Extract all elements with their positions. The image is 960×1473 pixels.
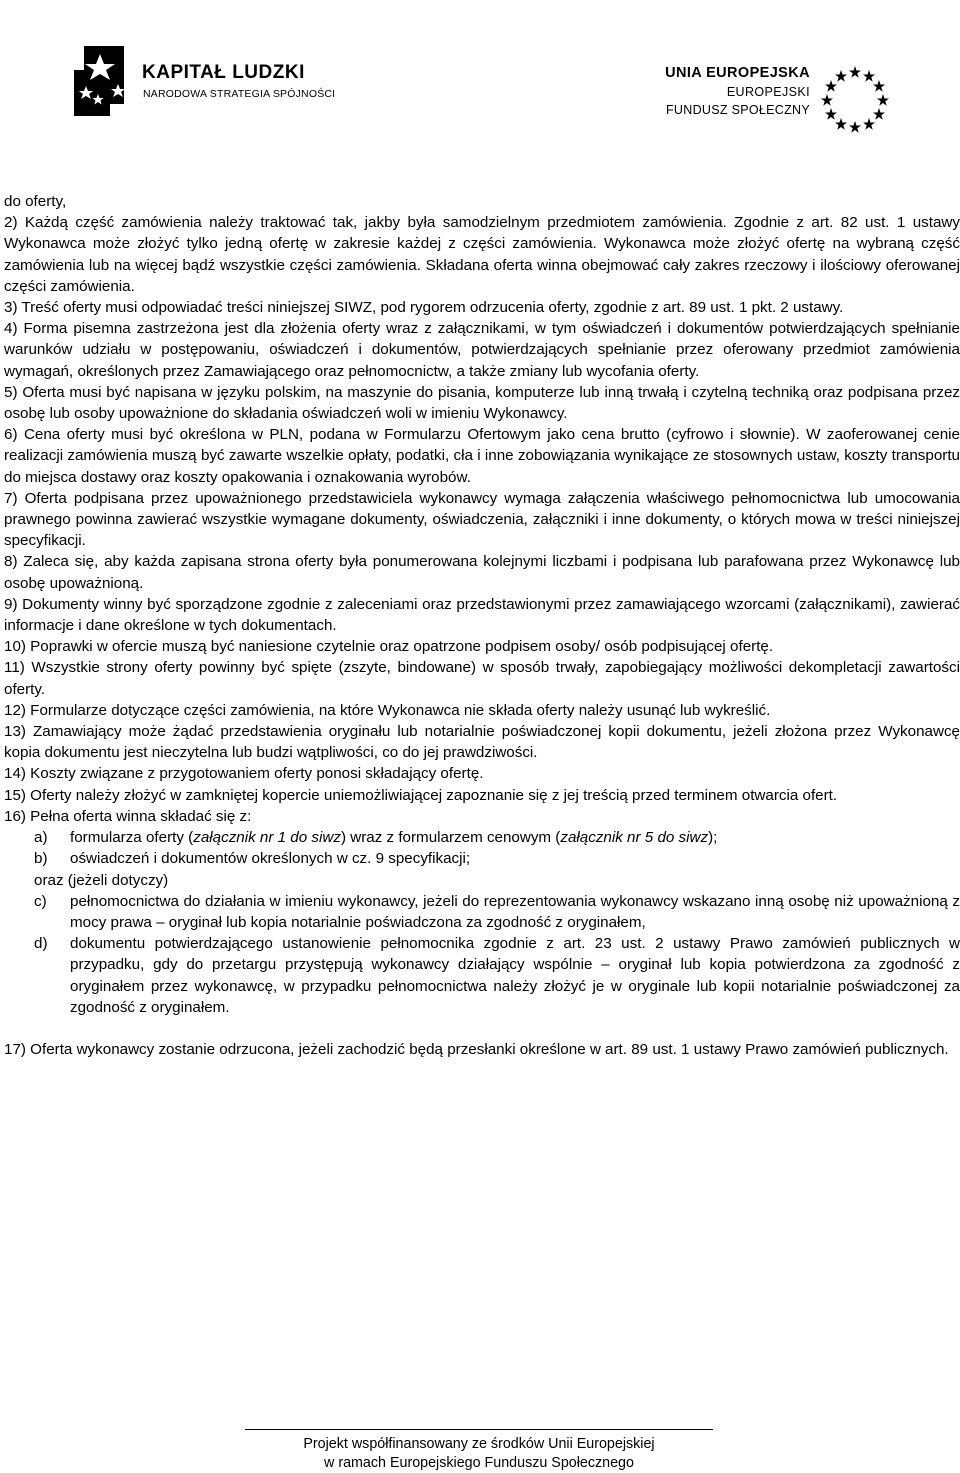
paragraph-10: 10) Poprawki w ofercie muszą być naniesione czytelnie oraz opatrzone podpisem osoby/ osób podpisującej ofertę. (4, 638, 774, 656)
paragraph-14: 14) Koszty związane z przygotowaniem oferty ponosi składający ofertę. (4, 765, 484, 783)
list-text-a-part1: formularza oferty ( (70, 829, 194, 847)
paragraph-4: 4) Forma pisemna zastrzeżona jest dla złożenia oferty wraz z załącznikami, w tym oświadczeń i dokumentów potwierdzających spełnianie warunków udziału w postępowaniu, oświadczeń i dokumentów, potwierdzających spełnianie przez oferowany przedmiot zamówienia wymagań, określonych przez Zamawiającego oraz pełnomocnictw, a także zmiany lub wycofania oferty. (4, 320, 960, 380)
paragraph-15: 15) Oferty należy złożyć w zamkniętej kopercie uniemożliwiającej zapoznanie się z jej treścią przed terminem otwarcia ofert. (4, 786, 838, 804)
kapital-ludzki-logo (70, 40, 370, 120)
list-label-a: a) (34, 829, 48, 847)
paragraph-16: 16) Pełna oferta winna składać się z: (4, 807, 252, 825)
kapital-ludzki-emblem-icon (70, 40, 134, 120)
document-body (4, 191, 960, 1060)
footer-line-1: Projekt współfinansowany ze środków Unii Europejskiej (303, 1436, 655, 1452)
page-footer (245, 1429, 713, 1473)
eu-stars-icon (820, 63, 890, 133)
paragraph-3: 3) Treść oferty musi odpowiadać treści niniejszej SIWZ, pod rygorem odrzucenia oferty, zgodnie z art. 89 ust. 1 pkt. 2 ustawy. (4, 299, 844, 317)
list-item-b (4, 848, 960, 869)
list-label-b: b) (34, 850, 48, 868)
paragraph-0: do oferty, (4, 193, 67, 210)
paragraph-7: 7) Oferta podpisana przez upoważnionego przedstawiciela wykonawcy wymaga załączenia właściwego pełnomocnictwa lub umocowania prawnego powinna zawierać wszystkie wymagane dokumenty, oświadczenia, załączniki i inne dokumenty, o których mowa w treści niniejszej specyfikacji. (4, 489, 960, 550)
paragraph-12: 12) Formularze dotyczące części zamówienia, na które Wykonawca nie składa oferty należy usunąć lub wykreślić. (4, 701, 771, 719)
eu-logo (600, 55, 900, 135)
kapital-ludzki-subtitle: NARODOWA STRATEGIA SPÓJNOŚCI (143, 88, 336, 100)
page-header (0, 0, 960, 170)
paragraph-13: 13) Zamawiający może żądać przedstawienia oryginału lub notarialnie poświadczonej kopii dokumentu, jeżeli złożona przez Wykonawcę kopia dokumentu jest nieczytelna lub budzi wątpliwości, co do jej prawdziwości. (4, 723, 960, 762)
conditional-note: oraz (jeżeli dotyczy) (34, 871, 169, 889)
eu-logo-line2: EUROPEJSKI (726, 85, 810, 99)
footer-line-2: w ramach Europejskiego Funduszu Społecznego (324, 1455, 634, 1471)
list-text-b: oświadczeń i dokumentów określonych w cz. 9 specyfikacji; (70, 850, 471, 868)
list-text-c: pełnomocnictwa do działania w imieniu wykonawcy, jeżeli do reprezentowania wykonawcy wskazano inną osobę niż upoważnioną z mocy prawa – oryginał lub kopia notarialnie poświadczona za zgodność z oryginałem, (70, 892, 960, 931)
paragraph-6: 6) Cena oferty musi być określona w PLN, podana w Formularzu Ofertowym jako cena brutto (cyfrowo i słownie). W zaoferowanej cenie realizacji zamówienia muszą być zawarte wszelkie opłaty, podatki, cła i inne zobowiązania wynikające ze stosownych ustaw, koszty transportu do miejsca dostawy oraz koszty opakowania i oznakowania wyrobów. (4, 426, 960, 486)
list-text-a-part3: ); (708, 829, 718, 847)
list-label-d: d) (34, 935, 48, 953)
list-text-a-part2: ) wraz z formularzem cenowym ( (340, 829, 561, 847)
kapital-ludzki-title: KAPITAŁ LUDZKI (142, 62, 305, 83)
list-item-c (4, 891, 960, 933)
list-text-a-attachment5: załącznik nr 5 do siwz (560, 829, 709, 847)
list-item-d (4, 933, 960, 1018)
paragraph-17: 17) Oferta wykonawcy zostanie odrzucona, jeżeli zachodzić będą przesłanki określone w art. 89 ust. 1 ustawy Prawo zamówień publicznych. (4, 1040, 949, 1058)
eu-logo-line1: UNIA EUROPEJSKA (665, 65, 810, 81)
paragraph-11: 11) Wszystkie strony oferty powinny być spięte (zszyte, bindowane) w sposób trwały, zapobiegający możliwości dekompletacji zawartości oferty. (4, 659, 960, 698)
paragraph-8: 8) Zaleca się, aby każda zapisana strona oferty była ponumerowana kolejnymi liczbami i podpisana lub parafowana przez Wykonawcę lub osobę upoważnioną. (4, 553, 960, 592)
list-text-a-attachment1: załącznik nr 1 do siwz (193, 829, 341, 847)
paragraph-9: 9) Dokumenty winny być sporządzone zgodnie z zaleceniami oraz przedstawionymi przez zamawiającego wzorcami (załącznikami), zawierać informacje i dane określone w tych dokumentach. (4, 595, 960, 635)
list-text-a (70, 827, 960, 848)
eu-logo-line3: FUNDUSZ SPOŁECZNY (665, 103, 810, 117)
list-item-a (4, 827, 960, 848)
list-text-d: dokumentu potwierdzającego ustanowienie pełnomocnika zgodnie z art. 23 ust. 2 ustawy Prawo zamówień publicznych w przypadku, gdy do przetargu przystępują wykonawcy działający wspólnie – oryginał lub kopia potwierdzona za zgodność z oryginałem przez wykonawcę, w przypadku pełnomocnictwa należy złożyć je w oryginale lub kopii notarialnie poświadczonej za zgodność z oryginałem. (70, 935, 960, 1016)
paragraph-5: 5) Oferta musi być napisana w języku polskim, na maszynie do pisania, komputerze lub inną trwałą i czytelną techniką oraz podpisana przez osobę lub osoby upoważnione do składania oświadczeń woli w imieniu Wykonawcy. (4, 383, 960, 423)
list-label-c: c) (34, 892, 47, 910)
paragraph-2: 2) Każdą część zamówienia należy traktować tak, jakby była samodzielnym przedmiotem zamówienia. Zgodnie z art. 82 ust. 1 ustawy Wykonawca może złożyć tylko jedną ofertę w zakresie każdej z części zamówienia. Wykonawca może złożyć ofertę na wybraną część zamówienia lub na więcej bądź wszystkie części zamówienia. Składana oferta winna obejmować cały zakres rzeczowy i ilościowy oferowanej części zamówienia. (4, 214, 960, 295)
